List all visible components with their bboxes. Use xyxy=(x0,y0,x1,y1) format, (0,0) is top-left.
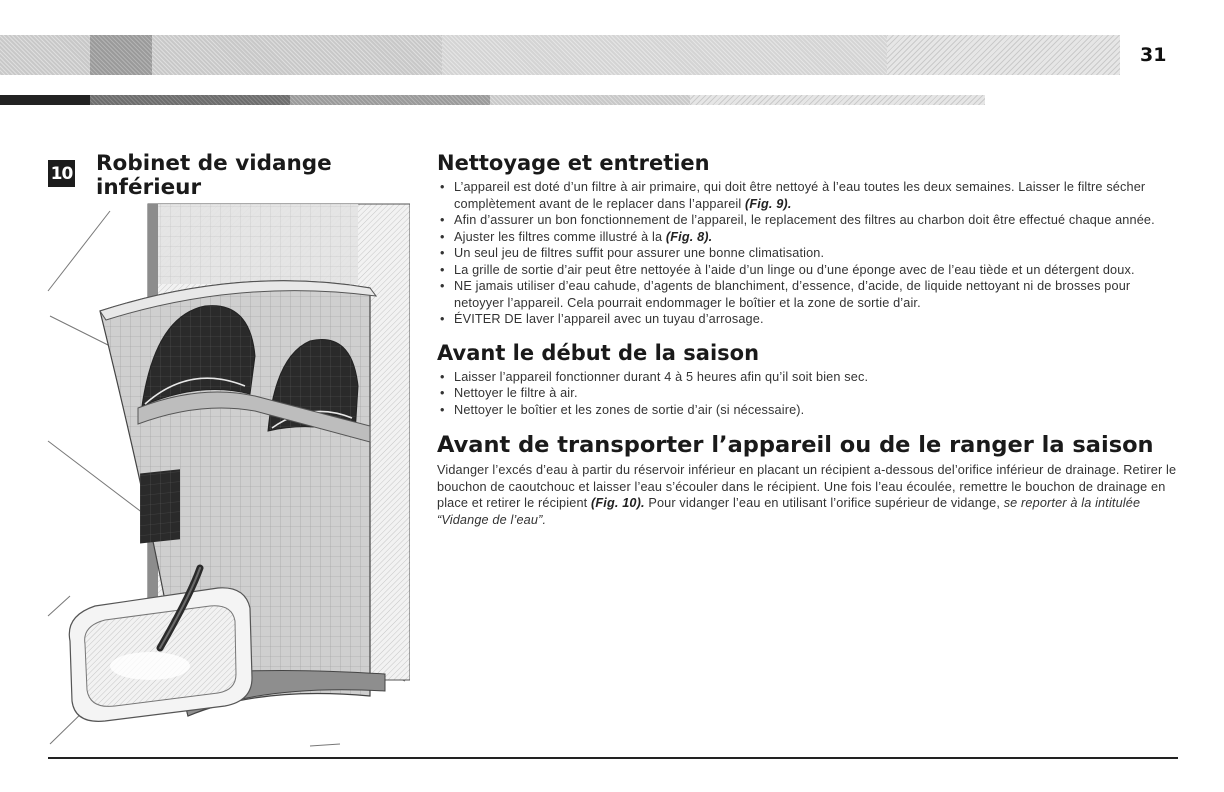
header-band-segment xyxy=(290,95,490,105)
bullet-text: NE jamais utiliser d’eau cahude, d’agents de blanchiment, d’essence, d’acide, de liquide nettoyant ni de brosses pour netoyyer l’appareil. Cela pourrait endommager le boîtier et la zone de sortie d’air. xyxy=(454,279,1131,310)
bullet-text: ÉVITER DE laver l’appareil avec un tuyau d’arrosage. xyxy=(454,312,764,326)
bullet-item xyxy=(437,212,1177,229)
figure-reference: (Fig. 9). xyxy=(745,196,792,211)
paragraph-text: Vidanger l’excés d’eau à partir du réservoir inférieur en placant un récipient a-dessous del’orifice inférieur de drainage. Retirer le bouchon de caoutchouc et laisser l’eau s’écouler dans le récipient. Une fois l’eau écoulée, remettre le bouchon de drainage en place et retirer le récipient xyxy=(437,463,1177,510)
bullet-text: Un seul jeu de filtres suffit pour assurer une bonne climatisation. xyxy=(454,246,825,260)
cross-reference: se reporter à la intitulée “Vidange de l’eau”. xyxy=(437,496,1141,527)
bullet-text: L’appareil est doté d’un filtre à air primaire, qui doit être nettoyé à l’eau toutes les deux semaines. Laisser le filtre sécher complètement avant de le replacer dans l’appareil xyxy=(454,180,1146,211)
drain-water xyxy=(110,652,190,680)
header-band-segment xyxy=(490,95,690,105)
bullet-item xyxy=(437,278,1177,311)
bullet-item xyxy=(437,311,1177,328)
bullet-item xyxy=(437,402,1177,419)
figure-reference: (Fig. 8). xyxy=(665,229,713,244)
control-panel xyxy=(140,469,180,543)
bullet-text: Nettoyer le filtre à air. xyxy=(454,386,578,400)
paragraph-text: Pour vidanger l’eau en utilisant l’orifice supérieur de vidange, xyxy=(644,496,1004,510)
section-season-start xyxy=(437,340,1177,419)
section-title-transport: Avant de transporter l’appareil ou de le ranger la saison xyxy=(437,432,1154,458)
header-band-segment xyxy=(887,35,1120,75)
figure-number-badge: 10 xyxy=(48,160,75,187)
header-band-segment xyxy=(690,95,985,105)
bullet-item xyxy=(437,262,1177,279)
drain-illustration xyxy=(40,196,410,748)
bullet-item xyxy=(437,385,1177,402)
bullet-text: Laisser l’appareil fonctionner durant 4 à 5 heures afin qu’il soit bien sec. xyxy=(454,369,869,384)
bullet-item xyxy=(437,229,1177,246)
bullet-text: Afin d’assurer un bon fonctionnement de l’appareil, le replacement des filtres au charbon doit être effectué chaque année. xyxy=(454,213,1155,227)
header-band-segment xyxy=(442,35,887,75)
section-transport xyxy=(437,432,1177,528)
section-cleaning xyxy=(437,150,1177,328)
bullet-text: Nettoyer le boîtier et les zones de sortie d’air (si nécessaire). xyxy=(454,402,805,417)
figure-reference: (Fig. 10). xyxy=(591,496,645,510)
section-title-season-start: Avant le début de la saison xyxy=(437,340,760,365)
bullet-text: Ajuster les filtres comme illustré à la xyxy=(454,229,666,244)
figure-title: Robinet de vidange inférieur xyxy=(96,151,332,200)
transport-paragraph xyxy=(437,462,1177,528)
upper-panel xyxy=(158,204,358,284)
header-band-segment xyxy=(0,95,90,105)
bullet-list-season-start xyxy=(437,369,1177,419)
header-band-bottom xyxy=(0,95,985,105)
bullet-item xyxy=(437,245,1177,262)
bullet-text: La grille de sortie d’air peut être nettoyée à l’aide d’un linge ou d’une éponge avec de l’eau tiède et un détergent doux. xyxy=(454,262,1135,277)
header-band-segment xyxy=(152,35,442,75)
section-title-cleaning: Nettoyage et entretien xyxy=(437,151,710,175)
header-band-segment xyxy=(0,35,90,75)
footer-rule xyxy=(48,757,1178,759)
content-column xyxy=(437,150,1177,528)
header-band-segment xyxy=(90,35,152,75)
bullet-item xyxy=(437,179,1177,212)
header-band-top xyxy=(0,35,1120,75)
page-number: 31 xyxy=(1140,44,1167,66)
header-band-segment xyxy=(90,95,290,105)
bullet-item xyxy=(437,369,1177,386)
bullet-list-cleaning xyxy=(437,179,1177,328)
